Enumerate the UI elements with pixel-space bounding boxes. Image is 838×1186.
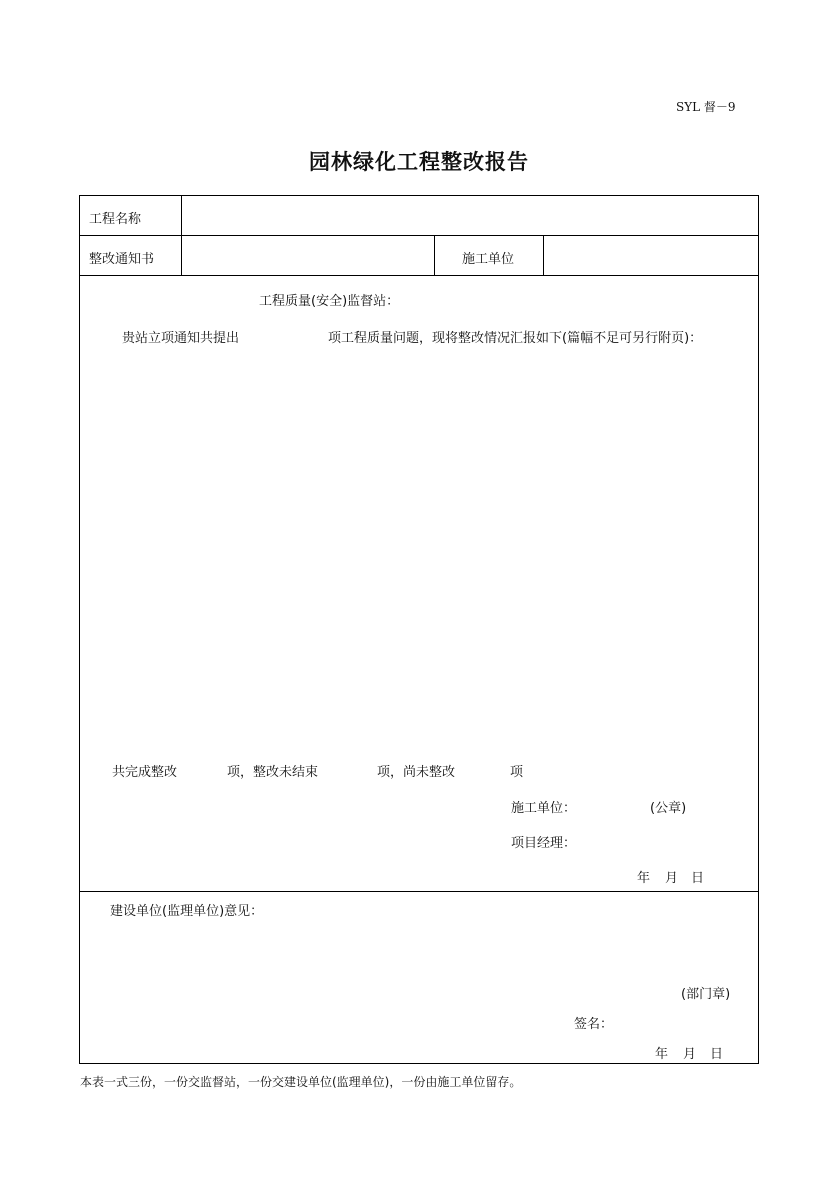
opinion-heading: 建设单位(监理单位)意见： xyxy=(110,904,264,919)
project-name-label: 工程名称 xyxy=(89,212,142,227)
construction-unit-label: 施工单位 xyxy=(462,252,515,267)
form-code: SYL 督－9 xyxy=(676,100,736,114)
project-name-field[interactable] xyxy=(190,208,750,226)
rectification-notice-field[interactable] xyxy=(190,248,426,266)
summary-unfinished: 项，整改未结束 xyxy=(227,765,319,780)
rectification-notice-label: 整改通知书 xyxy=(89,252,155,267)
date-month: 月 xyxy=(665,871,679,886)
date-year: 年 xyxy=(637,871,651,886)
opinion-date-day: 日 xyxy=(710,1047,724,1062)
column-divider xyxy=(543,236,544,276)
summary-end: 项 xyxy=(510,765,524,780)
intro-text-part2: 项工程质量问题，现将整改情况汇报如下(篇幅不足可另行附页)： xyxy=(328,331,703,346)
project-manager-label: 项目经理： xyxy=(511,836,577,851)
opinion-date-year: 年 xyxy=(655,1047,669,1062)
signature-label: 签名： xyxy=(574,1017,614,1032)
date-day: 日 xyxy=(691,871,705,886)
report-form xyxy=(79,195,759,1064)
official-seal-label: (公章) xyxy=(650,801,687,816)
page-title: 园林绿化工程整改报告 xyxy=(309,150,529,174)
report-content-area[interactable] xyxy=(100,356,740,746)
opinion-date-month: 月 xyxy=(683,1047,697,1062)
opinion-content-area[interactable] xyxy=(100,921,740,976)
column-divider xyxy=(181,196,182,276)
construction-unit-sign-label: 施工单位： xyxy=(511,801,577,816)
summary-completed: 共完成整改 xyxy=(112,765,178,780)
row-divider xyxy=(80,891,758,892)
intro-text-part1: 贵站立项通知共提出 xyxy=(122,331,240,346)
dept-seal-label: (部门章) xyxy=(681,987,731,1002)
construction-unit-field[interactable] xyxy=(552,248,752,266)
footnote: 本表一式三份，一份交监督站，一份交建设单位(监理单位)，一份由施工单位留存。 xyxy=(80,1075,522,1089)
addressee: 工程质量(安全)监督站： xyxy=(259,294,400,309)
summary-not-started: 项，尚未整改 xyxy=(377,765,456,780)
column-divider xyxy=(434,236,435,276)
